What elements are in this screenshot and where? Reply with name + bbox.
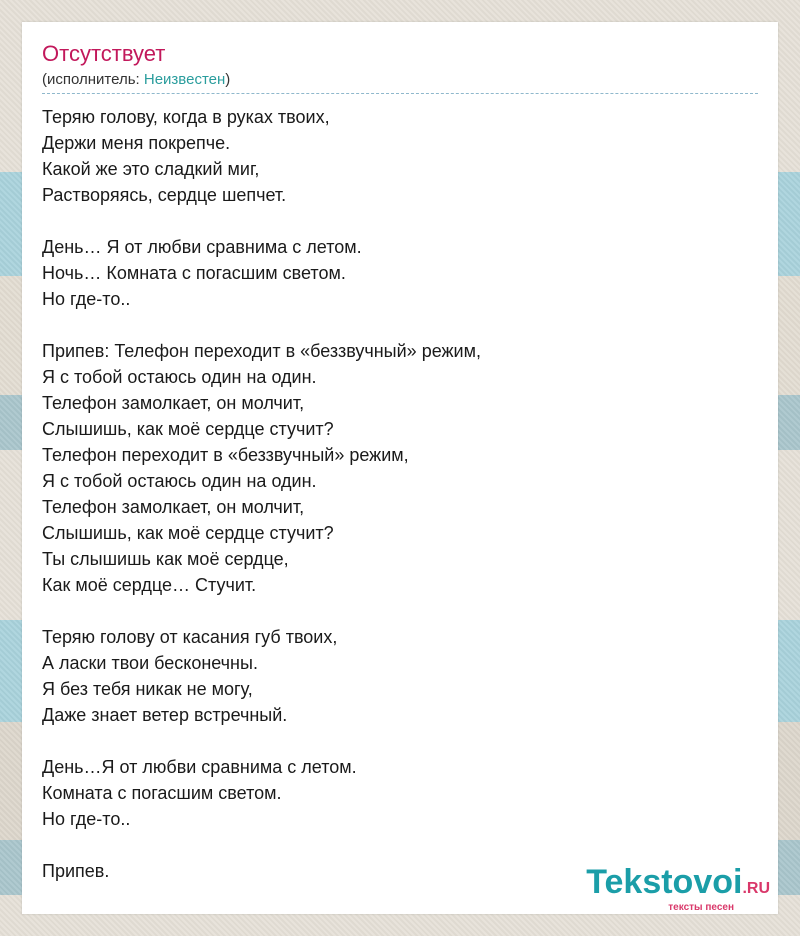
lyric-line: Слышишь, как моё сердце стучит? — [42, 523, 334, 543]
lyrics-card — [22, 22, 778, 914]
lyric-line: Теряю голову, когда в руках твоих, — [42, 107, 330, 127]
artist-prefix: (исполнитель: — [42, 71, 144, 88]
lyric-line: Как моё сердце… Стучит. — [42, 575, 257, 595]
lyric-line: Ночь… Комната с погасшим светом. — [42, 263, 346, 283]
lyric-line: Припев: Телефон переходит в «беззвучный» режим, — [42, 341, 481, 361]
lyric-line: Но где-то.. — [42, 809, 131, 829]
stanza-break — [42, 312, 758, 338]
lyric-line: Комната с погасшим светом. — [42, 783, 282, 803]
lyric-line: День… Я от любви сравнима с летом. — [42, 237, 362, 257]
lyric-line: Растворяясь, сердце шепчет. — [42, 185, 287, 205]
stanza-break — [42, 832, 758, 858]
lyric-line: Я без тебя никак не могу, — [42, 679, 253, 699]
lyric-line: А ласки твои бесконечны. — [42, 653, 258, 673]
site-logo[interactable] — [586, 863, 770, 914]
logo-tld: .RU — [742, 880, 770, 897]
stanza-break — [42, 728, 758, 754]
lyric-line: День…Я от любви сравнима с летом. — [42, 757, 357, 777]
lyric-line: Телефон замолкает, он молчит, — [42, 497, 305, 517]
artist-line — [42, 70, 758, 90]
lyric-line: Телефон замолкает, он молчит, — [42, 393, 305, 413]
lyric-line: Я с тобой остаюсь один на один. — [42, 471, 317, 491]
lyric-line: Какой же это сладкий миг, — [42, 159, 260, 179]
lyric-line: Даже знает ветер встречный. — [42, 705, 288, 725]
lyric-line: Я с тобой остаюсь один на один. — [42, 367, 317, 387]
lyric-line: Теряю голову от касания губ твоих, — [42, 627, 338, 647]
lyric-line: Держи меня покрепче. — [42, 133, 231, 153]
artist-link[interactable]: Неизвестен — [143, 71, 226, 88]
logo-tagline: тексты песен — [668, 902, 734, 913]
stanza-break — [42, 598, 758, 624]
lyric-line: Ты слышишь как моё сердце, — [42, 549, 289, 569]
lyric-line: Слышишь, как моё сердце стучит? — [42, 419, 334, 439]
lyric-line: Телефон переходит в «беззвучный» режим, — [42, 445, 409, 465]
logo-name: Tekstovoi — [586, 863, 743, 901]
artist-suffix: ) — [225, 71, 231, 88]
divider — [42, 93, 758, 94]
song-title: Отсутствует — [42, 41, 166, 66]
stanza-break — [42, 208, 758, 234]
lyric-line: Но где-то.. — [42, 289, 131, 309]
lyrics-text — [42, 104, 758, 884]
lyric-line: Припев. — [42, 861, 110, 881]
